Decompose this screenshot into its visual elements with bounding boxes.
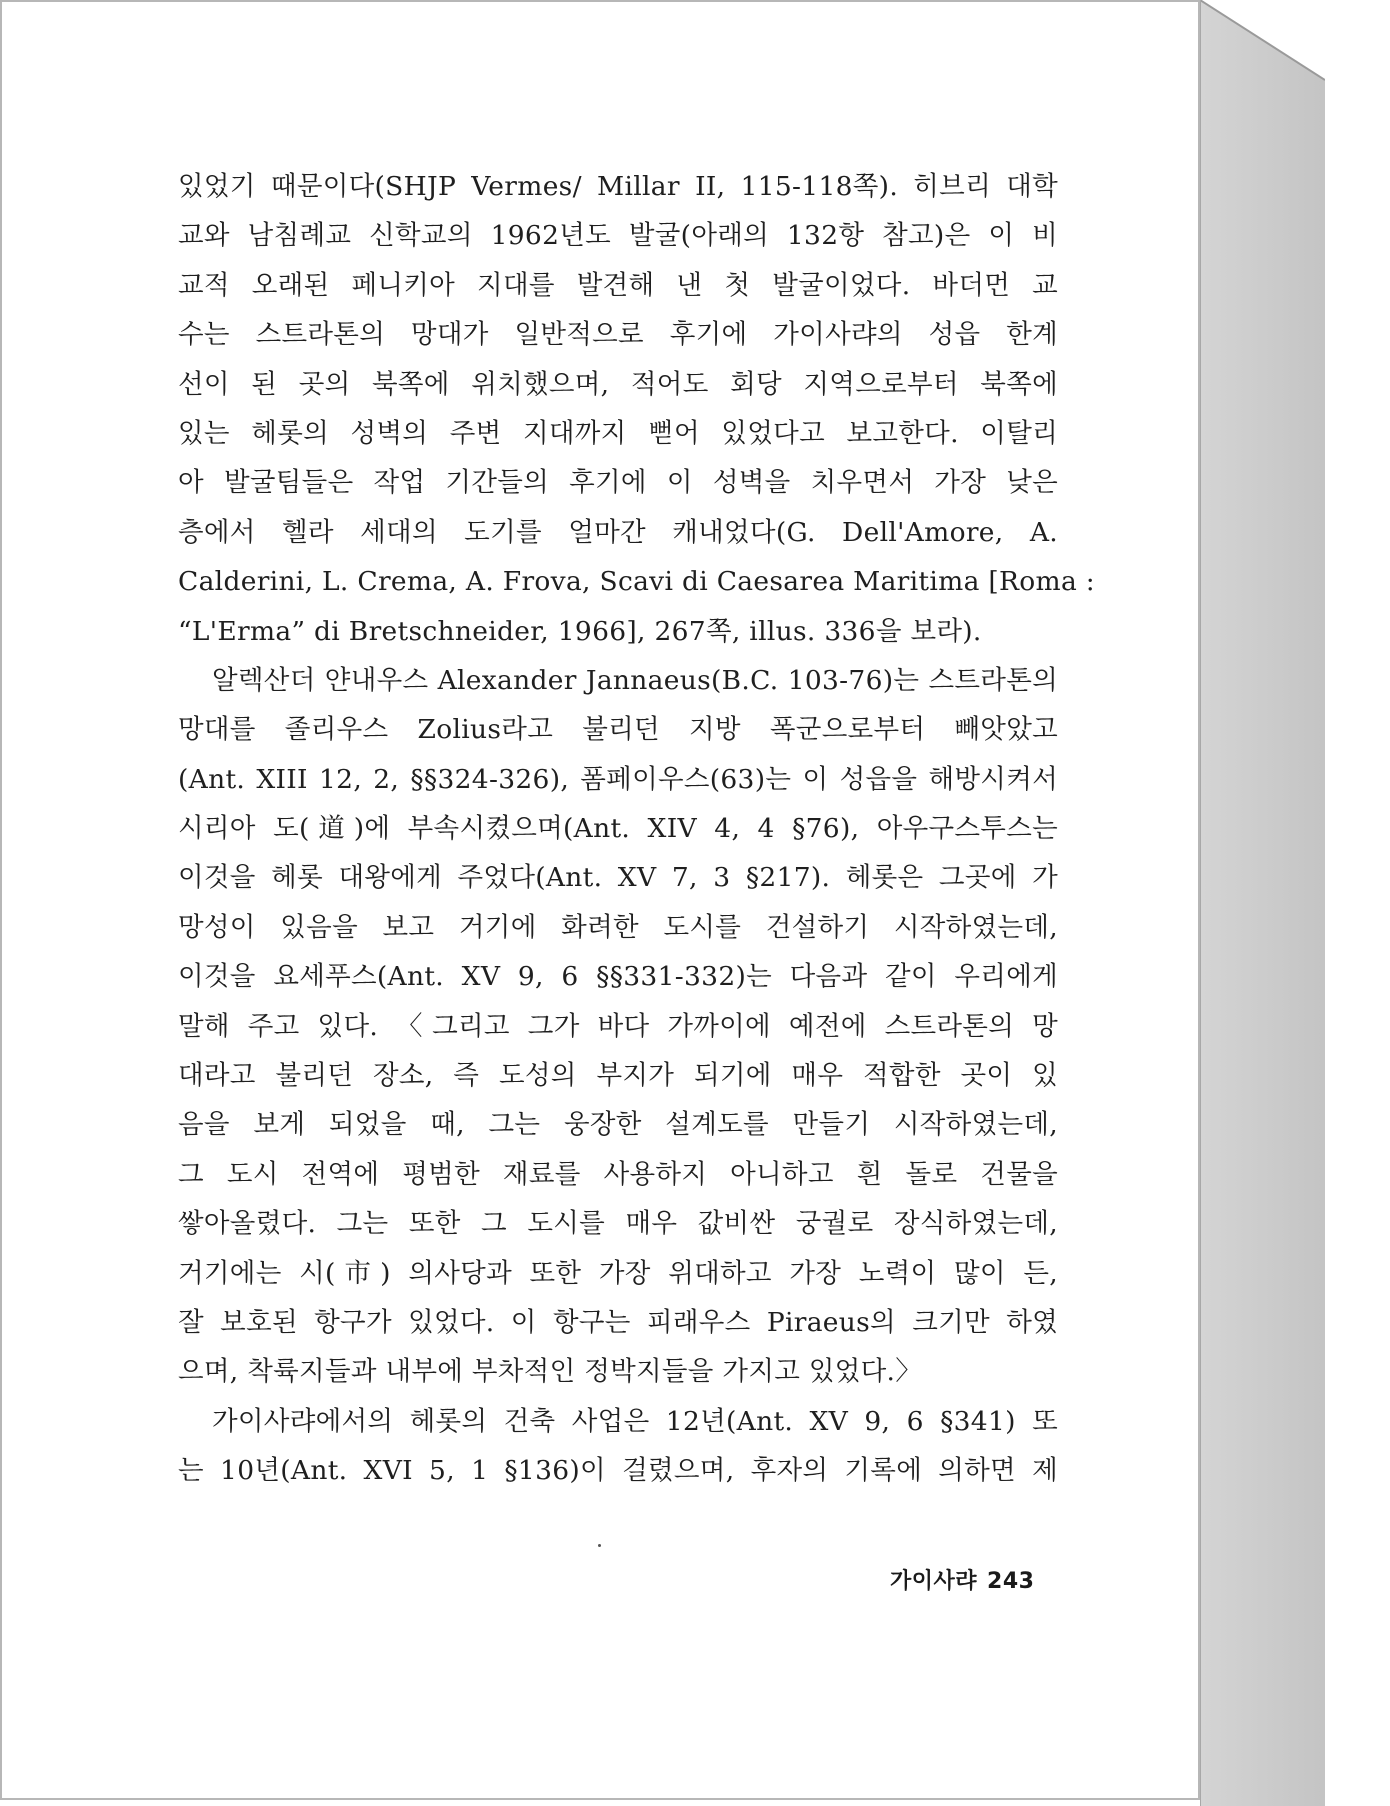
text-line: 망대를 졸리우스 Zolius라고 불리던 지방 폭군으로부터 빼앗았고 — [178, 714, 1058, 746]
text-line: 가이사랴에서의 헤롯의 건축 사업은 12년(Ant. XV 9, 6 §341) 또 — [212, 1405, 1058, 1437]
text-line: 층에서 헬라 세대의 도기를 얼마간 캐내었다(G. Dell'Amore, A. — [178, 516, 1058, 548]
page-footer — [890, 1564, 1044, 1595]
text-line: 대라고 불리던 장소, 즉 도성의 부지가 되기에 매우 적합한 곳이 있 — [178, 1060, 1058, 1092]
text-line: 쌓아올렸다. 그는 또한 그 도시를 매우 값비싼 궁궐로 장식하였는데, — [178, 1208, 1058, 1240]
text-line: “L'Erma” di Bretschneider, 1966], 267쪽, illus. 336을 보라). — [178, 615, 982, 647]
text-line: 이것을 헤롯 대왕에게 주었다(Ant. XV 7, 3 §217). 헤롯은 그곳에 가 — [178, 862, 1058, 894]
text-line: 시리아 도(道)에 부속시켰으며(Ant. XIV 4, 4 §76), 아우구스투스는 — [178, 813, 1058, 845]
text-line: Calderini, L. Crema, A. Frova, Scavi di Caesarea Maritima [Roma : — [178, 566, 1096, 598]
text-line: 수는 스트라톤의 망대가 일반적으로 후기에 가이사랴의 성읍 한계 — [178, 319, 1058, 351]
text-line: (Ant. XIII 12, 2, §§324-326), 폼페이우스(63)는 이 성읍을 해방시켜서 — [178, 763, 1058, 795]
text-line: 이것을 요세푸스(Ant. XV 9, 6 §§331-332)는 다음과 같이 우리에게 — [178, 961, 1058, 993]
text-line: 교적 오래된 페니키아 지대를 발견해 낸 첫 발굴이었다. 바더먼 교 — [178, 269, 1058, 301]
text-line: 말해 주고 있다. 〈그리고 그가 바다 가까이에 예전에 스트라톤의 망 — [178, 1010, 1058, 1042]
text-line: 는 10년(Ant. XVI 5, 1 §136)이 걸렸으며, 후자의 기록에 의하면 제 — [178, 1455, 1058, 1487]
text-line: 있는 헤롯의 성벽의 주변 지대까지 뻗어 있었다고 보고한다. 이탈리 — [178, 417, 1058, 449]
book-edge-shading — [1200, 0, 1325, 1806]
text-line: 으며, 착륙지들과 내부에 부차적인 정박지들을 가지고 있었다.〉 — [178, 1356, 923, 1388]
text-line: 망성이 있음을 보고 거기에 화려한 도시를 건설하기 시작하였는데, — [178, 911, 1058, 943]
body-text — [178, 162, 1096, 1496]
running-title: 가이사랴 — [890, 1569, 978, 1594]
text-line: 음을 보게 되었을 때, 그는 웅장한 설계도를 만들기 시작하였는데, — [178, 1109, 1058, 1141]
text-line: 아 발굴팀들은 작업 기간들의 후기에 이 성벽을 치우면서 가장 낮은 — [178, 467, 1058, 499]
text-line: 거기에는 시(市) 의사당과 또한 가장 위대하고 가장 노력이 많이 든, — [178, 1257, 1058, 1289]
text-line: 있었기 때문이다(SHJP Vermes/ Millar II, 115-118쪽). 히브리 대학 — [178, 171, 1058, 202]
text-line: 잘 보호된 항구가 있었다. 이 항구는 피래우스 Piraeus의 크기만 하였 — [178, 1306, 1058, 1338]
text-line: 선이 된 곳의 북쪽에 위치했으며, 적어도 회당 지역으로부터 북쪽에 — [178, 368, 1058, 400]
text-line: 그 도시 전역에 평범한 재료를 사용하지 아니하고 흰 돌로 건물을 — [178, 1158, 1058, 1190]
page-number: 243 — [987, 1569, 1035, 1594]
print-speck — [598, 1544, 601, 1547]
text-line: 교와 남침례교 신학교의 1962년도 발굴(아래의 132항 참고)은 이 비 — [178, 220, 1058, 252]
text-line: 알렉산더 얀내우스 Alexander Jannaeus(B.C. 103-76)는 스트라톤의 — [212, 664, 1058, 696]
